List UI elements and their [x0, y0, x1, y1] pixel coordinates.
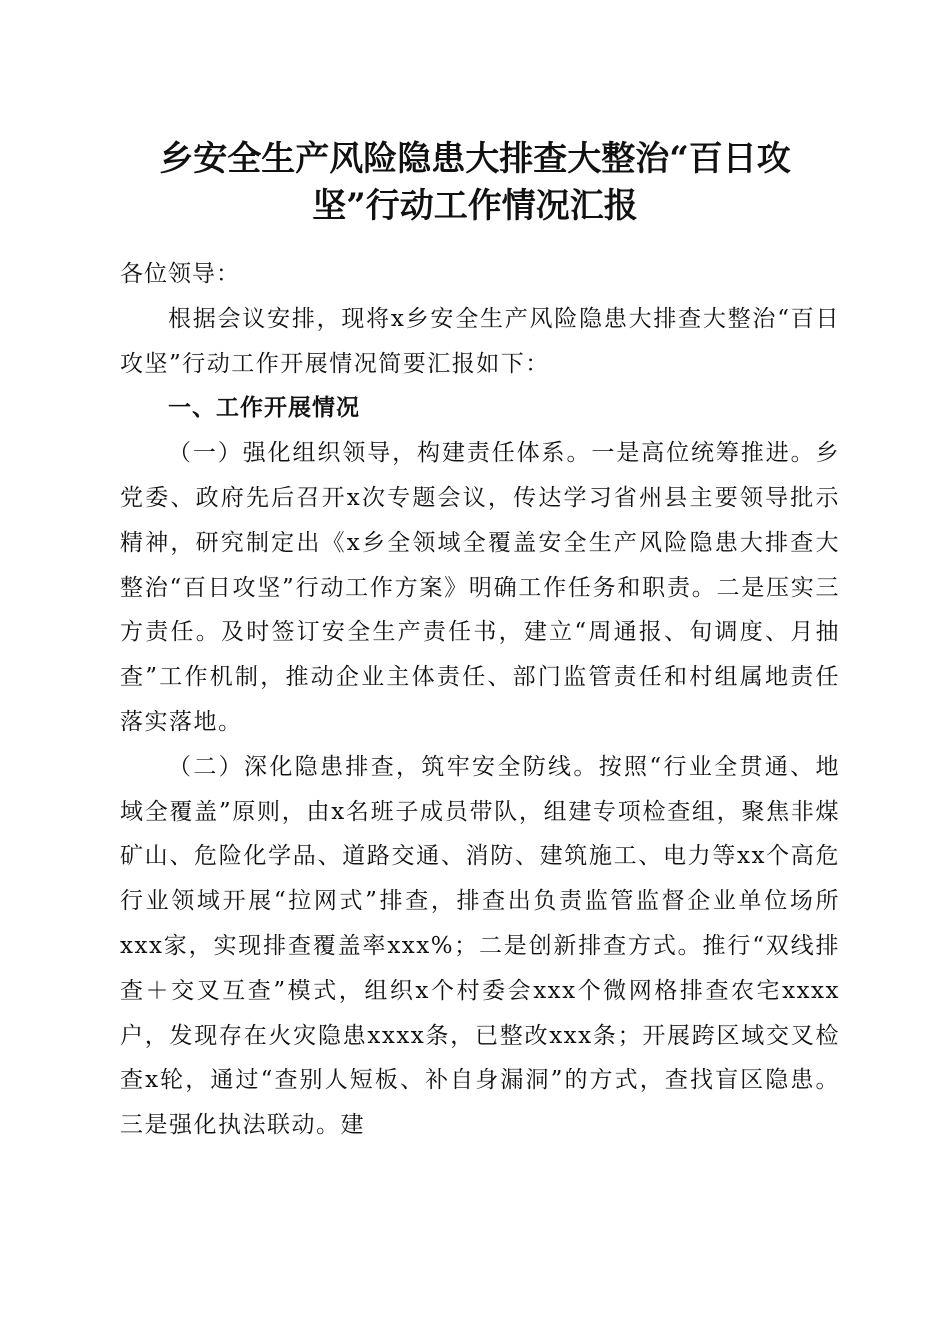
subsection-2-body: 按照“行业全贯通、地域全覆盖”原则，由x名班子成员带队，组建专项检查组，聚焦非煤矿山、危险化学品、道路交通、消防、建筑施工、电力等xx个高危行业领域开展“拉网式”排查，排查出负责监管监督企业单位场所xxx家，实现排查覆盖率xxx%；二是创新排查方式。推行“双线排查＋交叉互查”模式，组织x个村委会xxx个微网格排查农宅xxxx户，发现存在火灾隐患xxxx条，已整改xxx条；开展跨区域交叉检查x轮，通过“查别人短板、补自身漏洞”的方式，查找盲区隐患。三是强化执法联动。建: [120, 753, 841, 1139]
subsection-1-body: 一是高位统筹推进。乡党委、政府先后召开x次专题会议，传达学习省州县主要领导批示精神，研究制定出《x乡全领域全覆盖安全生产风险隐患大排查大整治“百日攻坚”行动工作方案》明确工作任务和职责。二是压实三方责任。及时签订安全生产责任书，建立“周通报、旬调度、月抽查”工作机制，推动企业主体责任、部门监管责任和村组属地责任落实落地。: [120, 440, 841, 735]
subsection-1-paragraph: [120, 431, 840, 745]
salutation: 各位领导：: [120, 261, 240, 287]
section-heading-1: 一、工作开展情况: [168, 395, 360, 422]
document-title: [110, 136, 840, 230]
subsection-2-lead: （二）深化隐患排查，筑牢安全防线。: [168, 753, 599, 780]
subsection-2-paragraph: [120, 745, 840, 1148]
intro-paragraph: 根据会议安排，现将x乡安全生产风险隐患大排查大整治“百日攻坚”行动工作开展情况简要汇报如下：: [120, 305, 840, 377]
document-body: [120, 252, 840, 1148]
subsection-1-lead: （一）强化组织领导，构建责任体系。: [168, 440, 592, 467]
title-line-1: 乡安全生产风险隐患大排查大整治“百日攻: [159, 139, 791, 179]
title-line-2: 坚”行动工作情况汇报: [312, 186, 638, 226]
